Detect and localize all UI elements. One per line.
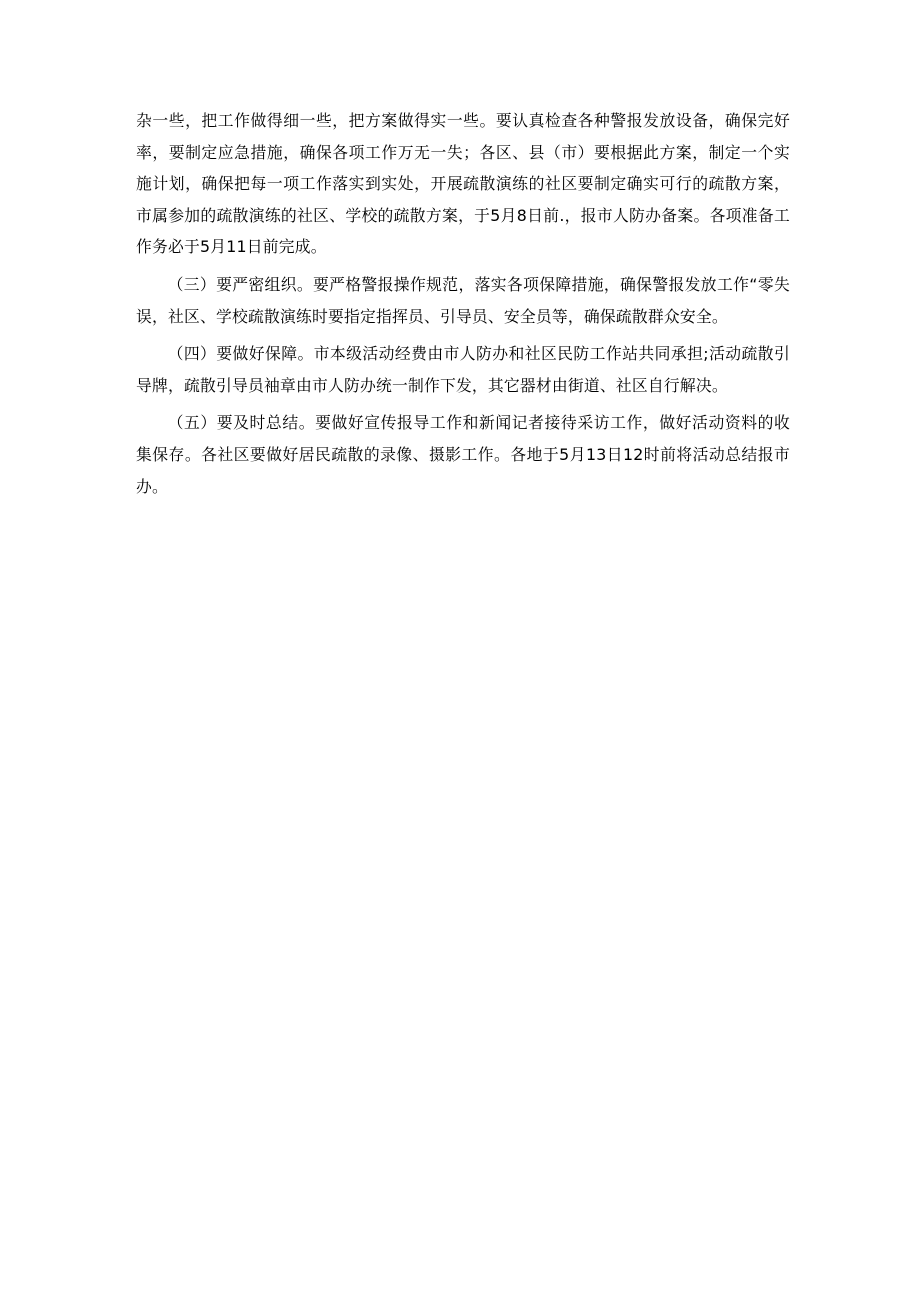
document-page bbox=[136, 105, 790, 508]
paragraph-item-3: （三）要严密组织。要严格警报操作规范，落实各项保障措施，确保警报发放工作“零失误，社区、学校疏散演练时要指定指挥员、引导员、安全员等，确保疏散群众安全。 bbox=[136, 274, 790, 326]
paragraph-item-4: （四）要做好保障。市本级活动经费由市人防办和社区民防工作站共同承担;活动疏散引导牌，疏散引导员袖章由市人防办统一制作下发，其它器材由街道、社区自行解决。 bbox=[136, 344, 790, 395]
paragraph-continuation: 杂一些，把工作做得细一些，把方案做得实一些。要认真检查各种警报发放设备，确保完好率，要制定应急措施，确保各项工作万无一失；各区、县（市）要根据此方案，制定一个实施计划，确保把每一项工作落实到实处，开展疏散演练的社区要制定确实可行的疏散方案，市属参加的疏散演练的社区、学校的疏散方案，于5月8日前.，报市人防办备案。各项准备工作务必于5月11日前完成。 bbox=[136, 111, 790, 257]
paragraph-item-5: （五）要及时总结。要做好宣传报导工作和新闻记者接待采访工作，做好活动资料的收集保存。各社区要做好居民疏散的录像、摄影工作。各地于5月13日12时前将活动总结报市办。 bbox=[136, 413, 790, 496]
